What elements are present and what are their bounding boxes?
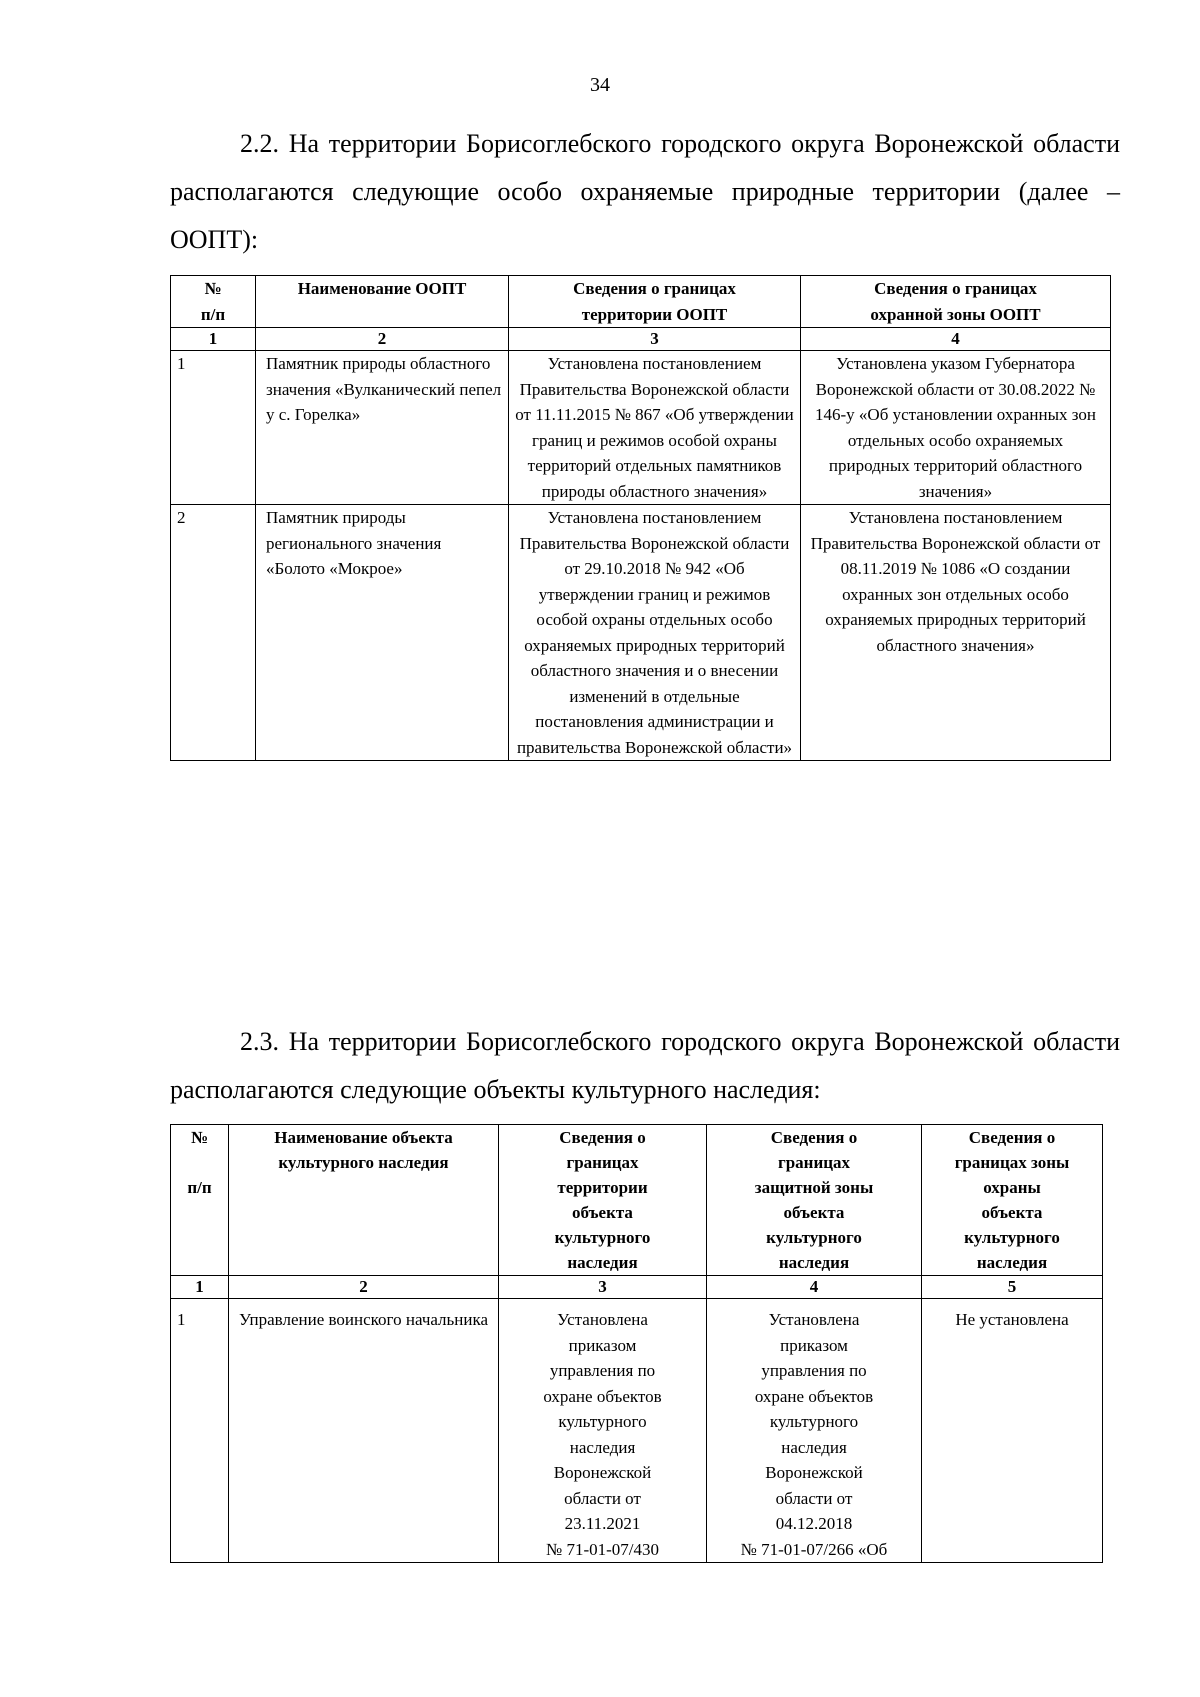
heritage-table: [170, 1124, 1103, 1563]
header-name: Наименование объекта культурного наследия: [229, 1125, 499, 1276]
header-zone: Сведения о границах охранной зоны ООПТ: [801, 276, 1111, 328]
col-number: 1: [171, 1276, 229, 1299]
row-num: 2: [171, 505, 256, 761]
oopt-name: Памятник природы регионального значения «Болото «Мокрое»: [256, 505, 509, 761]
column-number-row: [171, 328, 1111, 351]
col-number: 4: [801, 328, 1111, 351]
zone-info: Установлена указом Губернатора Воронежской области от 30.08.2022 № 146-у «Об установлении охранных зон отдельных особо охраняемых природных территорий областного значения»: [801, 351, 1111, 505]
column-number-row: [171, 1276, 1103, 1299]
header-num: № п/п: [171, 276, 256, 328]
page-number: 34: [590, 74, 610, 96]
col-number: 4: [707, 1276, 922, 1299]
col-number: 3: [499, 1276, 707, 1299]
col-number: 2: [256, 328, 509, 351]
header-territory: Сведения о границах территории объекта культурного наследия: [499, 1125, 707, 1276]
col-number: 3: [509, 328, 801, 351]
table-header-row: [171, 1125, 1103, 1276]
col-number: 5: [922, 1276, 1103, 1299]
oopt-table: [170, 275, 1111, 761]
header-protective-zone: Сведения о границах защитной зоны объекта культурного наследия: [707, 1125, 922, 1276]
header-num: № п/п: [171, 1125, 229, 1276]
protection-zone-info: Не установлена: [922, 1299, 1103, 1563]
table-row: [171, 1299, 1103, 1563]
section-2-3-paragraph: [170, 1018, 1120, 1114]
col-number: 1: [171, 328, 256, 351]
row-num: 1: [171, 1299, 229, 1563]
section-2-2-paragraph: [170, 120, 1120, 264]
table-row: [171, 505, 1111, 761]
territory-info: Установлена постановлением Правительства Воронежской области от 11.11.2015 № 867 «Об утверждении границ и режимов особой охраны территорий отдельных памятников природы областного значения»: [509, 351, 801, 505]
header-territory: Сведения о границах территории ООПТ: [509, 276, 801, 328]
section-2-3-text: 2.3. На территории Борисоглебского городского округа Воронежской области располагаются следующие объекты культурного наследия:: [170, 1027, 1120, 1104]
table-header-row: [171, 276, 1111, 328]
section-2-2-text: 2.2. На территории Борисоглебского городского округа Воронежской области располагаются следующие особо охраняемые природные территории (далее – ООПТ):: [170, 129, 1120, 254]
territory-info: Установлена приказом управления по охране объектов культурного наследия Воронежской области от 23.11.2021 № 71-01-07/430: [499, 1299, 707, 1563]
zone-info: Установлена постановлением Правительства Воронежской области от 08.11.2019 № 1086 «О создании охранных зон отдельных особо охраняемых природных территорий областного значения»: [801, 505, 1111, 761]
header-name: Наименование ООПТ: [256, 276, 509, 328]
heritage-name: Управление воинского начальника: [229, 1299, 499, 1563]
col-number: 2: [229, 1276, 499, 1299]
territory-info: Установлена постановлением Правительства Воронежской области от 29.10.2018 № 942 «Об утверждении границ и режимов особой охраны отдельных особо охраняемых природных территорий областного значения и о внесении изменений в отдельные постановления администрации и правительства Воронежской области»: [509, 505, 801, 761]
table-row: [171, 351, 1111, 505]
oopt-name: Памятник природы областного значения «Вулканический пепел у с. Горелка»: [256, 351, 509, 505]
header-protection-zone: Сведения о границах зоны охраны объекта культурного наследия: [922, 1125, 1103, 1276]
row-num: 1: [171, 351, 256, 505]
protective-zone-info: Установлена приказом управления по охране объектов культурного наследия Воронежской области от 04.12.2018 № 71-01-07/266 «Об: [707, 1299, 922, 1563]
